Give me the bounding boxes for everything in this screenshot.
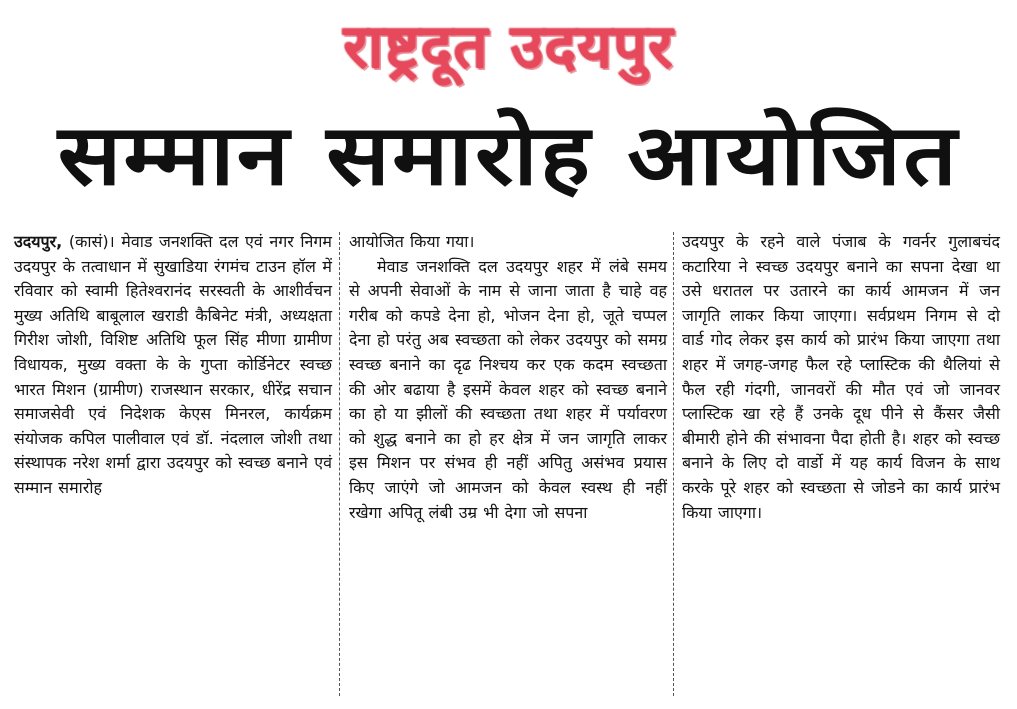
masthead [0, 2, 1017, 98]
article-column-1 [14, 230, 332, 700]
column-2-lead: आयोजित किया गया। [349, 232, 475, 251]
article-paragraph [14, 230, 332, 501]
column-2-paragraph: मेवाड जनशक्ति दल उदयपुर शहर में लंबे समय से अपनी सेवाओं के नाम से जाना जाता है चाहे वह गरीब को कपडे देना हो, भोजन देना हो, जूते चप्पल देना हो परंतु अब स्वच्छता को लेकर उदयपुर को समग्र स्वच्छ बनाने का दृढ निश्चय कर एक कदम स्वच्छता की ओर बढाया है इसमें केवल शहर को स्वच्छ बनाने का हो या झीलों की स्वच्छता तथा शहर में पर्यावरण को शुद्ध बनाने का हो हर क्षेत्र में जन जागृति लाकर इस मिशन पर संभव ही नहीं अपितु असंभव प्रयास किए जाएंगे जो आमजन को केवल स्वस्थ ही नहीं रखेगा अपितू लंबी उम्र भी देगा जो सपना [349, 256, 667, 522]
column-1-text: (कासं)। मेवाड जनशक्ति दल एवं नगर निगम उदयपुर के तत्वाधान में सुखाडिया रंगमंच टाउन हॉल में रविवार को स्वामी हितेश्वरानंद सरस्वती के आशीर्वचन मुख्य अतिथि बाबूलाल खराडी कैबिनेट मंत्री, अध्यक्षता गिरीश जोशी, विशिष्ट अतिथि फूल सिंह मीणा ग्रामीण विधायक, मुख्य वक्ता के के गुप्ता कोर्डिनेटर स्वच्छ भारत मिशन (ग्रामीण) राजस्थान सरकार, धीरेंद्र सचान समाजसेवी एवं निदेशक केएस मिनरल, कार्यक्रम संयोजक कपिल पालीवाल एवं डॉ. नंदलाल जोशी तथा संस्थापक नरेश शर्मा द्वारा उदयपुर को स्वच्छ बनाने एवं सम्मान समारोह [14, 232, 332, 497]
headline-text: सम्मान समारोह आयोजित [57, 106, 960, 204]
column-3-text: उदयपुर के रहने वाले पंजाब के गवर्नर गुलाबचंद कटारिया ने स्वच्छ उदयपुर बनाने का सपना देखा था उसे धरातल पर उतारने का कार्य आमजन में जन जागृति लाकर किया जाएगा। सर्वप्रथम निगम से दो वार्ड गोद लेकर इस कार्य को प्रारंभ किया जाएगा तथा शहर में जगह-जगह फैल रहे प्लास्टिक की थैलियां से फैल रही गंदगी, जानवरों की मौत एवं जो जानवर प्लास्टिक खा रहे हैं उनके दूध पीने से कैंसर जैसी बीमारी होने की संभावना पैदा होती है। शहर को स्वच्छ बनाने के लिए दो वार्डो में यह कार्य विजन के साथ करके पूरे शहर को स्वच्छता से जोडने का कार्य प्रारंभ किया जाएगा। [682, 232, 1000, 522]
dateline: उदयपुर, [14, 232, 63, 251]
headline [0, 100, 1017, 210]
article-column-2 [349, 230, 667, 700]
article-column-3 [682, 230, 1000, 700]
column-divider [673, 232, 674, 696]
masthead-title: राष्ट्रदूत उदयपुर [343, 12, 674, 82]
column-divider [339, 232, 340, 696]
